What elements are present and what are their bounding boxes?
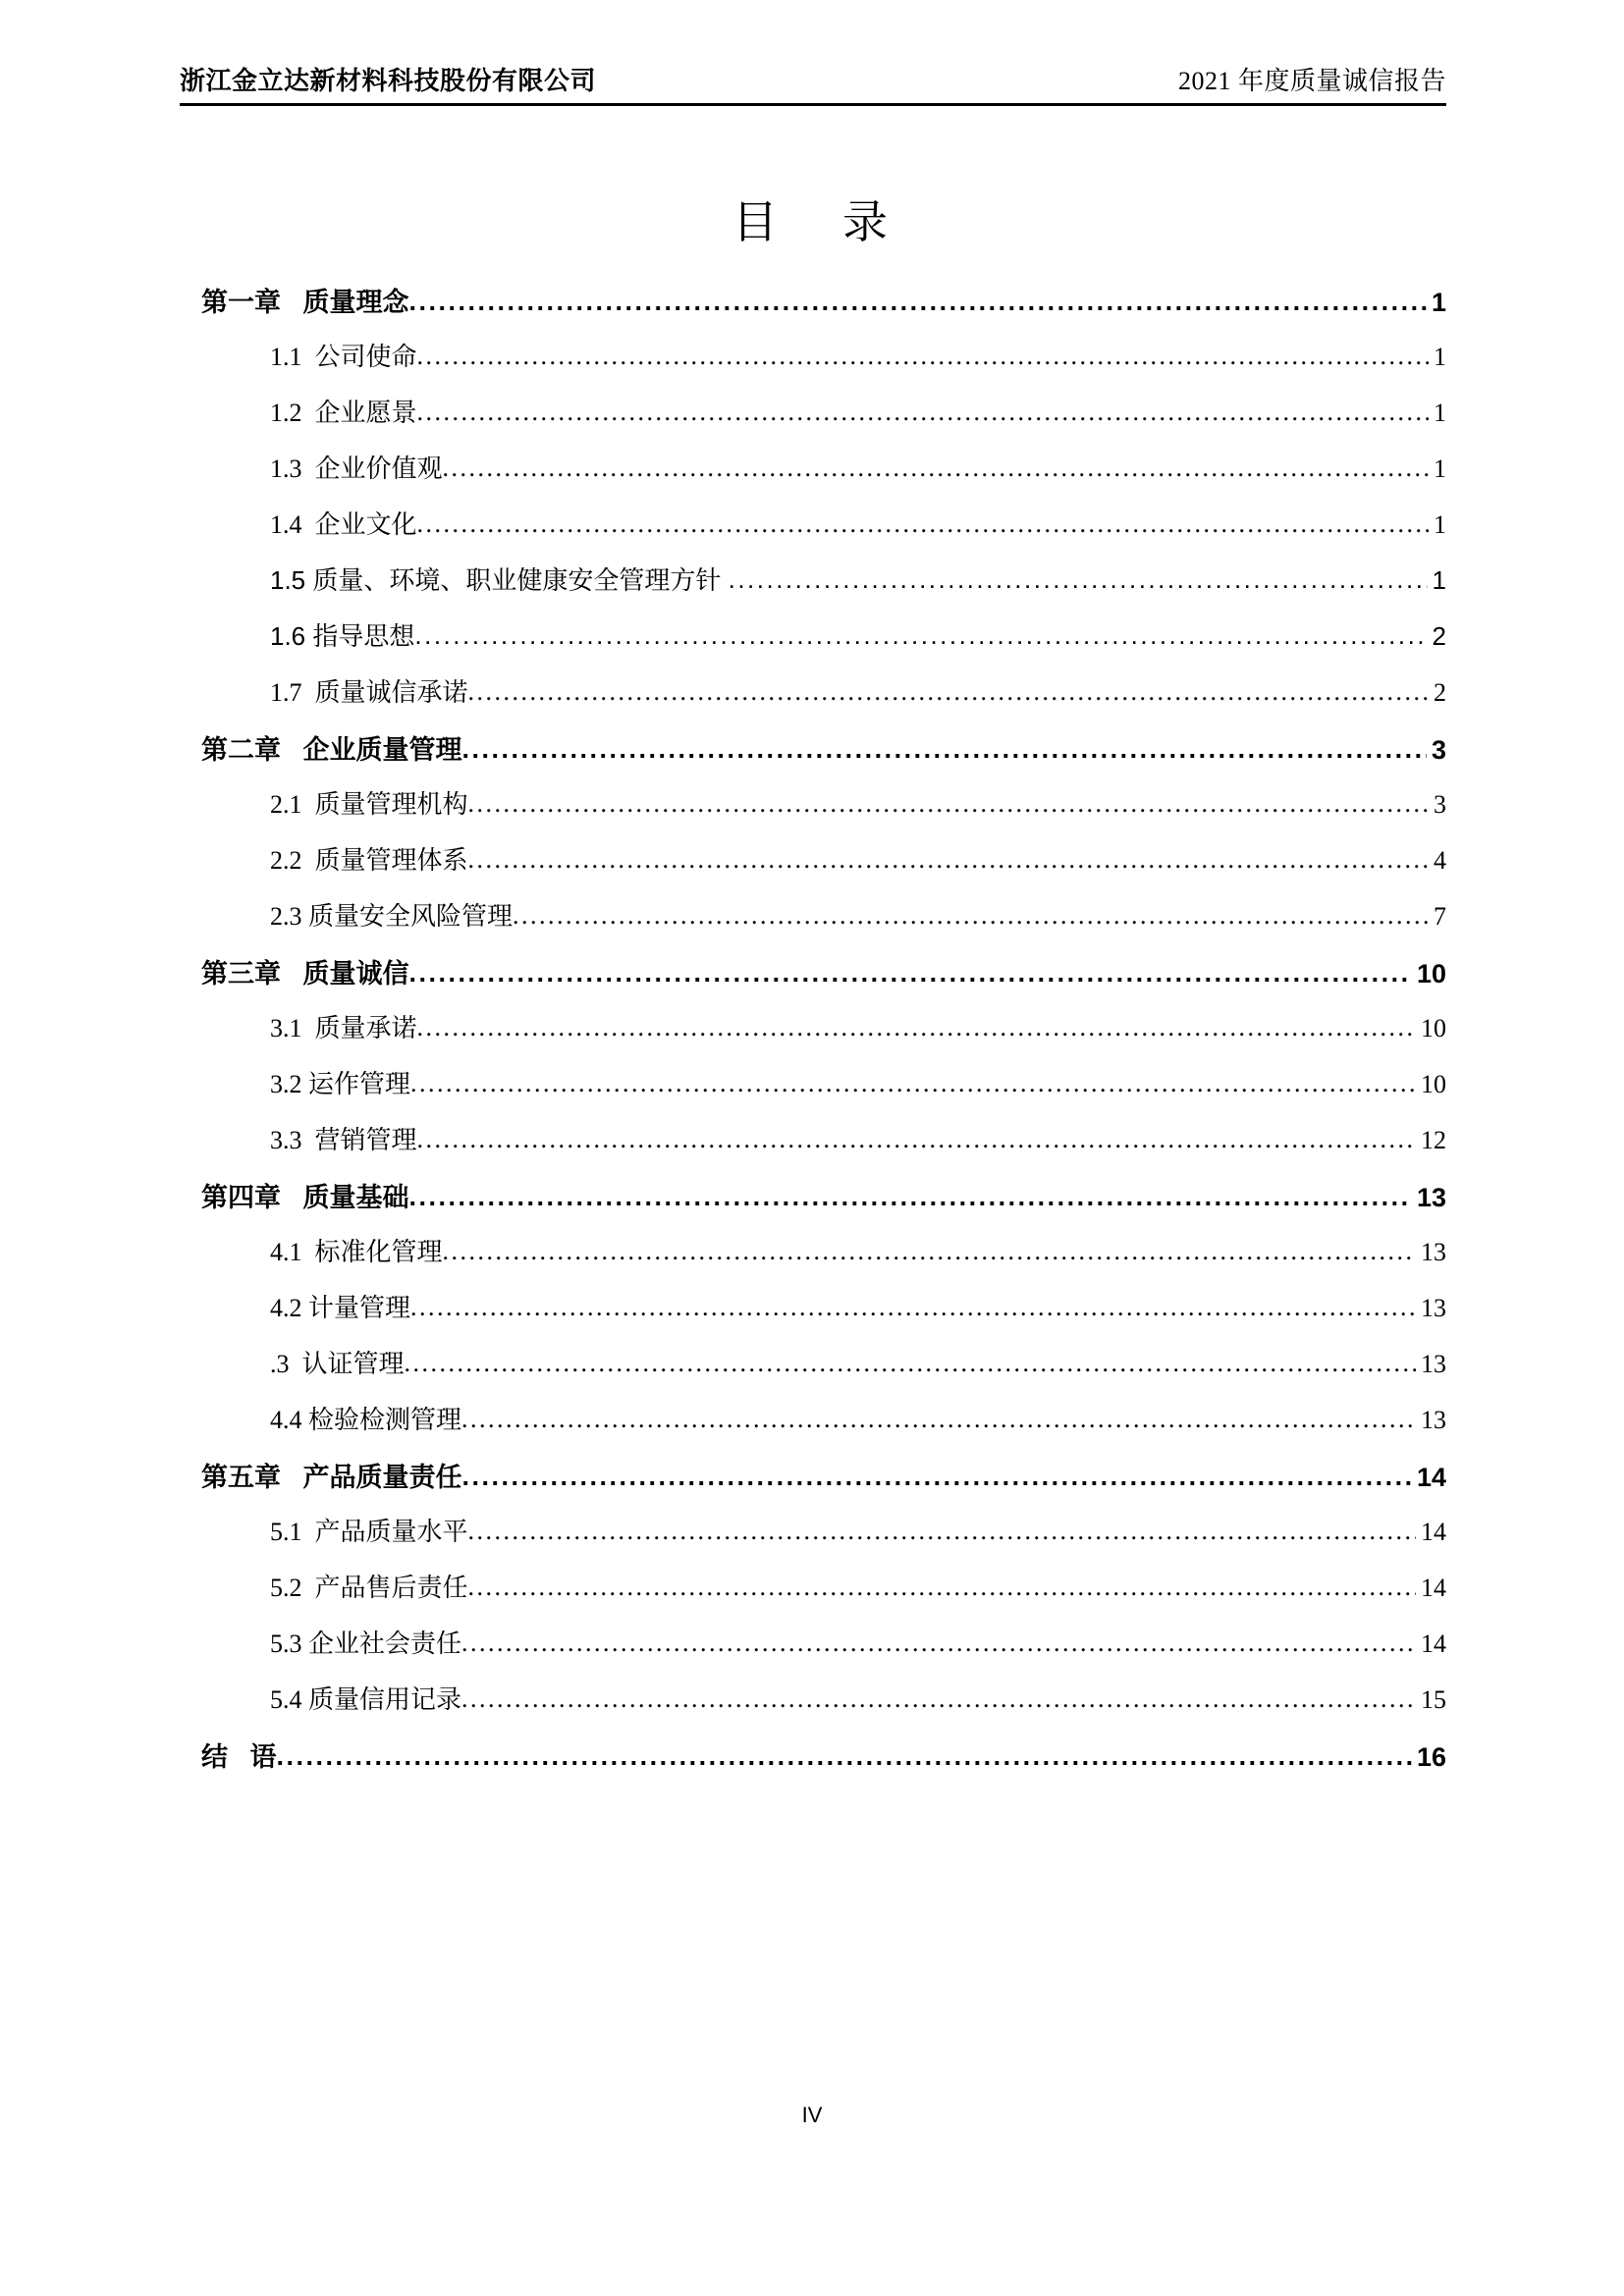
toc-leader-dots xyxy=(409,958,1412,988)
toc-section-row[interactable] xyxy=(180,1512,1446,1568)
toc-entry-label: 4.1 标准化管理 xyxy=(270,1238,443,1266)
toc-leader-dots xyxy=(468,677,1429,707)
table-of-contents xyxy=(180,281,1446,1791)
toc-leader-dots xyxy=(417,342,1429,371)
toc-chapter-row[interactable] xyxy=(180,728,1446,784)
toc-section-row[interactable] xyxy=(180,1008,1446,1064)
toc-leader-dots xyxy=(417,1125,1416,1154)
toc-entry-page-number: 3 xyxy=(1431,735,1446,765)
toc-leader-dots xyxy=(468,789,1429,819)
toc-entry-page-number: 13 xyxy=(1421,1294,1446,1322)
toc-entry-page-number: 1 xyxy=(1434,454,1446,483)
toc-entry-label: 2.3 质量安全风险管理 xyxy=(270,902,514,931)
toc-entry-page-number: 10 xyxy=(1421,1070,1446,1098)
toc-entry-label: 4.4 检验检测管理 xyxy=(270,1406,462,1434)
toc-entry-label: 2.1 质量管理机构 xyxy=(270,790,468,819)
toc-chapter-row[interactable] xyxy=(180,1176,1446,1232)
footer-page-number: IV xyxy=(801,2103,823,2127)
toc-entry-page-number: 16 xyxy=(1416,1742,1446,1772)
toc-entry-label: 1.5 质量、环境、职业健康安全管理方针 xyxy=(270,565,729,595)
toc-entry-page-number: 14 xyxy=(1416,1463,1446,1492)
header-company-name: 浙江金立达新材料科技股份有限公司 xyxy=(180,66,597,95)
toc-leader-dots xyxy=(417,398,1429,427)
page-title: 目 录 xyxy=(732,197,892,247)
toc-entry-label: 1.7 质量诚信承诺 xyxy=(270,678,468,707)
toc-entry-page-number: 1 xyxy=(1432,565,1446,595)
toc-leader-dots xyxy=(462,734,1427,765)
toc-entry-page-number: 10 xyxy=(1416,959,1446,988)
toc-leader-dots xyxy=(414,620,1427,651)
toc-leader-dots xyxy=(417,509,1429,539)
toc-section-row[interactable] xyxy=(180,616,1446,672)
toc-entry-label: 第一章 质量理念 xyxy=(201,288,409,317)
toc-leader-dots xyxy=(461,1684,1416,1714)
toc-section-row[interactable] xyxy=(180,784,1446,840)
toc-section-row[interactable] xyxy=(180,505,1446,561)
toc-entry-label: 4.2 计量管理 xyxy=(270,1294,411,1322)
toc-chapter-row[interactable] xyxy=(180,281,1446,337)
toc-leader-dots xyxy=(277,1741,1412,1772)
toc-entry-label: 第二章 企业质量管理 xyxy=(201,735,462,765)
toc-entry-label: 1.6 指导思想 xyxy=(270,621,415,651)
toc-section-row[interactable] xyxy=(180,896,1446,952)
toc-section-row[interactable] xyxy=(180,1344,1446,1400)
toc-entry-label: 1.2 企业愿景 xyxy=(270,399,417,427)
toc-entry-page-number: 4 xyxy=(1434,846,1446,875)
toc-entry-page-number: 13 xyxy=(1421,1238,1446,1266)
toc-entry-label: 5.1 产品质量水平 xyxy=(270,1518,468,1546)
toc-entry-page-number: 10 xyxy=(1421,1014,1446,1042)
toc-entry-page-number: 1 xyxy=(1434,399,1446,427)
toc-leader-dots xyxy=(468,1517,1416,1546)
toc-entry-label: 5.4 质量信用记录 xyxy=(270,1685,462,1714)
toc-section-row[interactable] xyxy=(180,1680,1446,1735)
toc-leader-dots xyxy=(462,1462,1412,1492)
toc-leader-dots xyxy=(461,1405,1416,1434)
toc-leader-dots xyxy=(468,1573,1416,1602)
toc-entry-label: 3.1 质量承诺 xyxy=(270,1014,417,1042)
toc-section-row[interactable] xyxy=(180,449,1446,505)
running-header xyxy=(180,61,1446,106)
toc-entry-page-number: 13 xyxy=(1416,1183,1446,1212)
toc-entry-page-number: 14 xyxy=(1421,1518,1446,1546)
toc-entry-page-number: 3 xyxy=(1434,790,1446,819)
toc-entry-label: 3.3 营销管理 xyxy=(270,1126,417,1154)
toc-entry-page-number: 13 xyxy=(1421,1350,1446,1378)
header-report-title: 2021 年度质量诚信报告 xyxy=(1177,67,1446,95)
toc-entry-page-number: 2 xyxy=(1432,621,1446,651)
toc-leader-dots xyxy=(405,1349,1416,1378)
toc-section-row[interactable] xyxy=(180,840,1446,896)
toc-chapter-row[interactable] xyxy=(180,952,1446,1008)
toc-entry-label: 第四章 质量基础 xyxy=(201,1183,409,1212)
toc-entry-label: 第三章 质量诚信 xyxy=(201,959,409,988)
toc-entry-page-number: 13 xyxy=(1421,1406,1446,1434)
toc-section-row[interactable] xyxy=(180,1120,1446,1176)
toc-section-row[interactable] xyxy=(180,1568,1446,1624)
toc-section-row[interactable] xyxy=(180,1288,1446,1344)
toc-entry-label: 3.2 运作管理 xyxy=(270,1070,411,1098)
toc-entry-page-number: 15 xyxy=(1421,1685,1446,1714)
toc-entry-page-number: 1 xyxy=(1434,343,1446,371)
toc-leader-dots xyxy=(461,1629,1416,1658)
toc-entry-label: .3 认证管理 xyxy=(270,1350,405,1378)
toc-leader-dots xyxy=(417,1013,1416,1042)
toc-entry-page-number: 1 xyxy=(1431,288,1446,317)
toc-entry-label: 1.4 企业文化 xyxy=(270,510,417,539)
toc-entry-page-number: 14 xyxy=(1421,1629,1446,1658)
toc-entry-label: 结 语 xyxy=(201,1742,277,1772)
toc-leader-dots xyxy=(729,564,1428,595)
toc-leader-dots xyxy=(443,1237,1416,1266)
toc-leader-dots xyxy=(410,1069,1416,1098)
toc-leader-dots xyxy=(409,1182,1412,1212)
toc-chapter-row[interactable] xyxy=(180,1456,1446,1512)
toc-entry-label: 第五章 产品质量责任 xyxy=(201,1463,462,1492)
toc-entry-label: 1.3 企业价值观 xyxy=(270,454,443,483)
toc-entry-page-number: 7 xyxy=(1434,902,1446,931)
toc-entry-label: 2.2 质量管理体系 xyxy=(270,846,468,875)
toc-chapter-row[interactable] xyxy=(180,1735,1446,1791)
toc-section-row[interactable] xyxy=(180,672,1446,728)
toc-section-row[interactable] xyxy=(180,337,1446,393)
toc-entry-label: 1.1 公司使命 xyxy=(270,343,417,371)
toc-entry-label: 5.2 产品售后责任 xyxy=(270,1574,468,1602)
toc-section-row[interactable] xyxy=(180,1624,1446,1680)
toc-entry-label: 5.3 企业社会责任 xyxy=(270,1629,462,1658)
toc-entry-page-number: 14 xyxy=(1421,1574,1446,1602)
toc-leader-dots xyxy=(468,845,1429,875)
toc-section-row[interactable] xyxy=(180,1400,1446,1456)
toc-section-row[interactable] xyxy=(180,1232,1446,1288)
toc-leader-dots xyxy=(410,1293,1416,1322)
toc-entry-page-number: 1 xyxy=(1434,510,1446,539)
toc-entry-page-number: 2 xyxy=(1434,678,1446,707)
toc-section-row[interactable] xyxy=(180,1064,1446,1120)
toc-section-row[interactable] xyxy=(180,393,1446,449)
toc-leader-dots xyxy=(443,454,1429,483)
toc-leader-dots xyxy=(409,287,1427,317)
toc-section-row[interactable] xyxy=(180,561,1446,616)
toc-leader-dots xyxy=(513,901,1429,931)
toc-entry-page-number: 12 xyxy=(1421,1126,1446,1154)
